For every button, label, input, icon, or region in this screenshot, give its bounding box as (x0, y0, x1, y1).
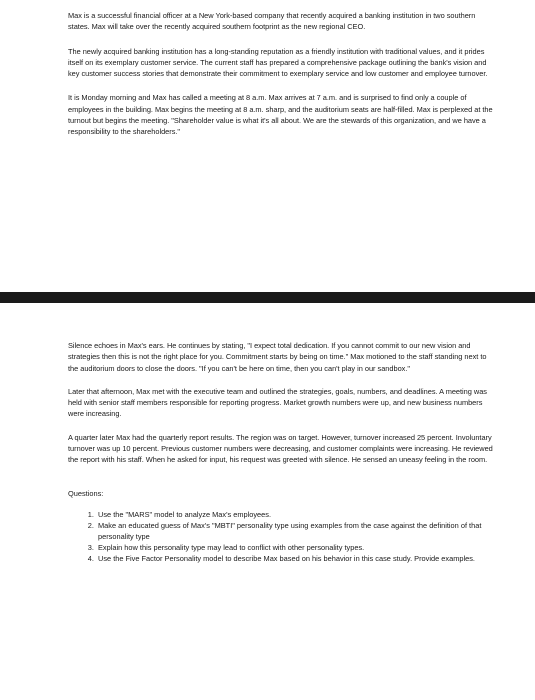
question-item: 2. Make an educated guess of Max's "MBTI" personality type using examples from the case against the definition of that personality type (96, 520, 495, 542)
document-page-bottom (0, 303, 535, 700)
page-divider (0, 292, 535, 303)
paragraph-monday-meeting: It is Monday morning and Max has called a meeting at 8 a.m. Max arrives at 7 a.m. and is surprised to find only a couple of employees in the building. Max begins the meeting at 8 a.m. sharp, and the auditorium seats are half-filled. Max is perplexed at the turnout but begins the meeting. "Shareholder value is what it's all about. We are the stewards of this organization, and we have a responsibility to the shareholders." (68, 93, 493, 137)
question-item: 4. Use the Five Factor Personality model to describe Max based on his behavior in this case study. Provide examples. (96, 553, 495, 564)
document-page-top (0, 0, 535, 292)
question-item: 3. Explain how this personality type may lead to conflict with other personality types. (96, 542, 495, 553)
paragraph-executive-meeting: Later that afternoon, Max met with the executive team and outlined the strategies, goals, numbers, and deadlines. A meeting was held with senior staff members responsible for reporting progress. Market growth numbers were up, and new business numbers were increasing. (68, 386, 487, 419)
paragraph-intro: Max is a successful financial officer at a New York-based company that recently acquired a banking institution in two southern states. Max will take over the recently acquired southern footprint as the new regional CEO. (68, 11, 476, 32)
questions-list (68, 509, 495, 564)
paragraph-silence: Silence echoes in Max's ears. He continues by stating, "I expect total dedication. If you cannot commit to our new vision and strategies then this is not the right place for you. Commitment starts by being on time." Max motioned to the staff standing next to the auditorium doors to close the doors. "If you can't be here on time, then you can't play in our sandbox." (68, 341, 487, 373)
paragraph-quarterly-results: A quarter later Max had the quarterly report results. The region was on target. However, turnover increased 25 percent. Involuntary turnover was up 10 percent. Previous customer numbers were decreasing, and customer complaints were increasing. He reviewed the report with his staff. When he asked for input, his request was greeted with silence. He sensed an uneasy feeling in the room. (68, 432, 493, 465)
paragraph-bank-background: The newly acquired banking institution has a long-standing reputation as a friendly institution with traditional values, and it prides itself on its exemplary customer service. The current staff has prepared a comprehensive package outlining the bank's vision and key customer success stories that demonstrate their commitment to exemplary service and low customer and employee turnover. (68, 46, 488, 79)
question-item: 1. Use the "MARS" model to analyze Max's employees. (96, 509, 495, 520)
questions-heading: Questions: (68, 488, 104, 498)
